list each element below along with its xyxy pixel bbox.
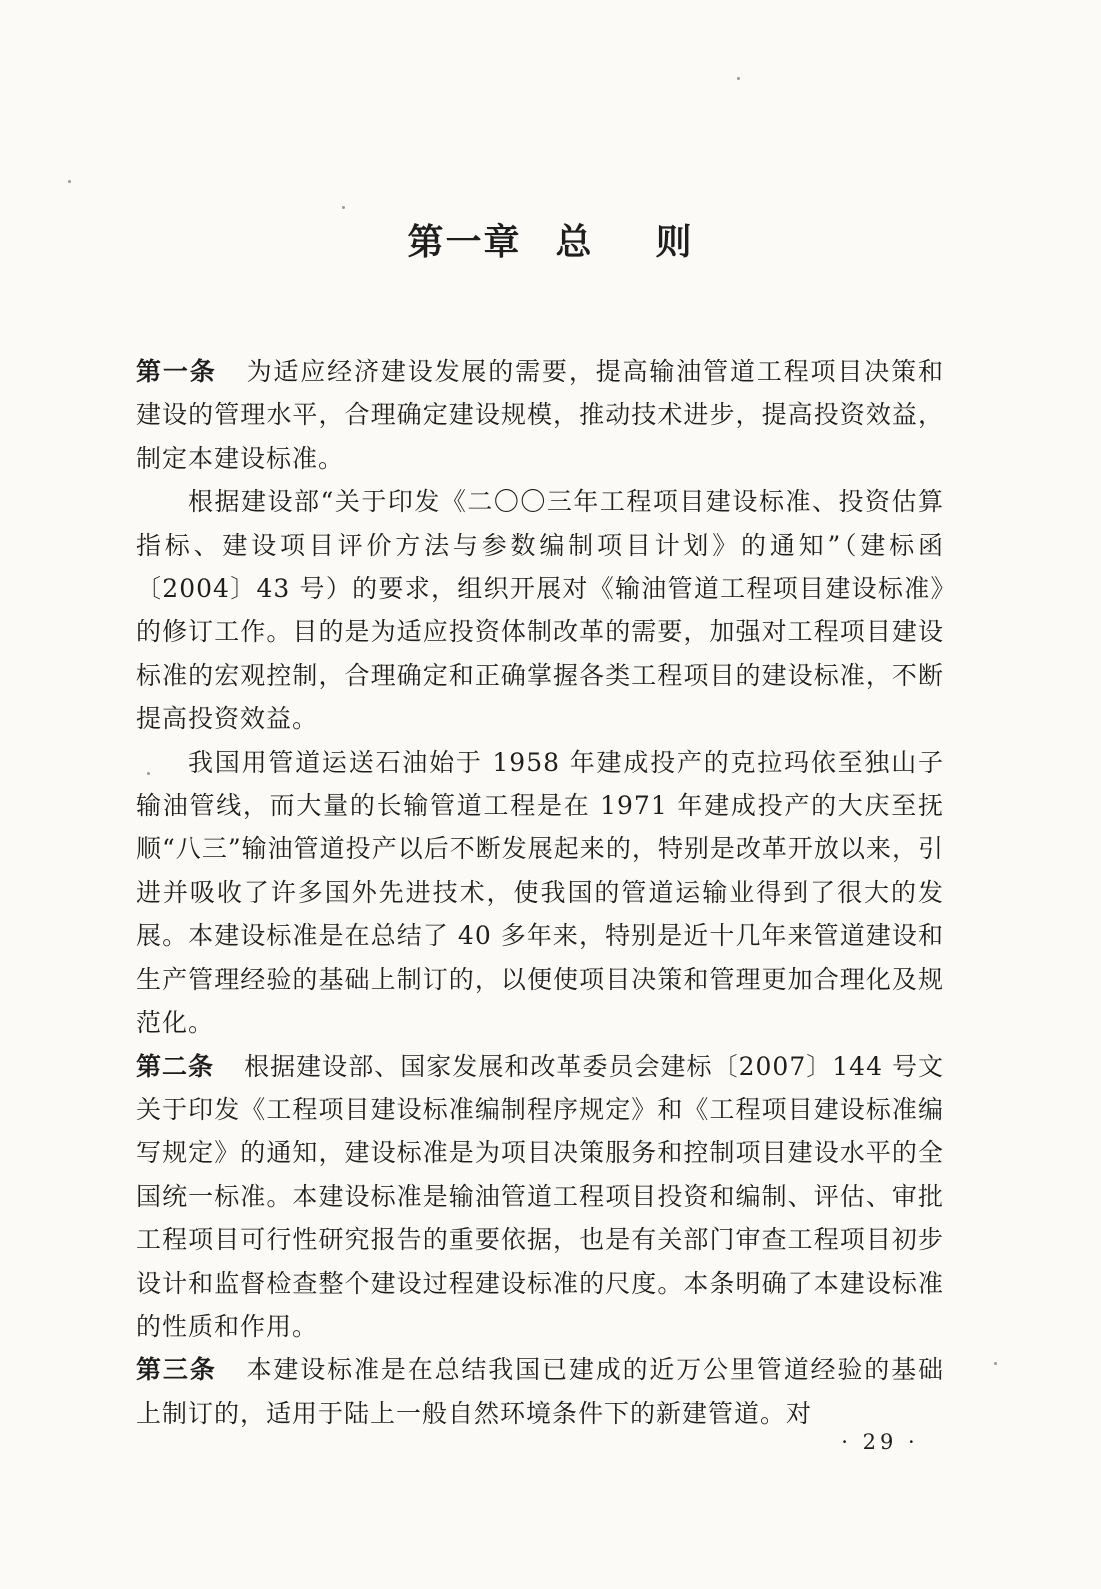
- paragraph-text: 根据建设部、国家发展和改革委员会建标〔2007〕144 号文关于印发《工程项目建设标准编制程序规定》和《工程项目建设标准编写规定》的通知，建设标准是为项目决策服务和控制项目建设水平的全国统一标准。本建设标准是输油管道工程项目投资和编制、评估、审批工程项目可行性研究报告的重要依据，也是有关部门审查工程项目初步设计和监督检查整个建设过程建设标准的尺度。本条明确了本建设标准的性质和作用。: [136, 1051, 944, 1341]
- scan-speck: [342, 206, 345, 209]
- scan-speck: [737, 77, 740, 80]
- article-2-paragraph: [136, 1045, 944, 1349]
- article-label: 第二条: [136, 1051, 215, 1081]
- chapter-title: [0, 218, 1101, 268]
- history-paragraph: [136, 741, 944, 1045]
- article-1-paragraph: [136, 350, 944, 480]
- paragraph-text: 为适应经济建设发展的需要，提高输油管道工程项目决策和建设的管理水平，合理确定建设规模，推动技术进步，提高投资效益，制定本建设标准。: [136, 357, 944, 473]
- scan-speck: [994, 1362, 997, 1365]
- chapter-title-suffix: 则: [655, 222, 694, 263]
- page-number: · 29 ·: [841, 1430, 919, 1454]
- chapter-title-prefix: 第一章: [407, 222, 522, 263]
- paragraph-text: 我国用管道运送石油始于 1958 年建成投产的克拉玛依至独山子输油管线，而大量的长输管道工程是在 1971 年建成投产的大庆至抚顺“八三”输油管道投产以后不断发展起来的，特别是改革开放以来，引进并吸收了许多国外先进技术，使我国的管道运输业得到了很大的发展。本建设标准是在总结了 40 多年来，特别是近十几年来管道建设和生产管理经验的基础上制订的，以便使项目决策和管理更加合理化及规范化。: [136, 747, 944, 1038]
- article-label: 第一条: [136, 357, 217, 386]
- explanation-paragraph: [136, 480, 944, 740]
- paragraph-text: 根据建设部“关于印发《二〇〇三年工程项目建设标准、投资估算指标、建设项目评价方法与参数编制项目计划》的通知”（建标函〔2004〕43 号）的要求，组织开展对《输油管道工程项目建设标准》的修订工作。目的是为适应投资体制改革的需要，加强对工程项目建设标准的宏观控制，合理确定和正确掌握各类工程项目的建设标准，不断提高投资效益。: [136, 487, 944, 734]
- paragraph-text: 本建设标准是在总结我国已建成的近万公里管道经验的基础上制订的，适用于陆上一般自然环境条件下的新建管道。对: [136, 1355, 944, 1428]
- scan-speck: [147, 772, 150, 775]
- scan-speck: [68, 180, 71, 183]
- article-label: 第三条: [136, 1355, 217, 1385]
- body-text: [136, 350, 944, 1435]
- article-3-paragraph: [136, 1348, 944, 1435]
- chapter-title-middle: 总: [555, 222, 594, 263]
